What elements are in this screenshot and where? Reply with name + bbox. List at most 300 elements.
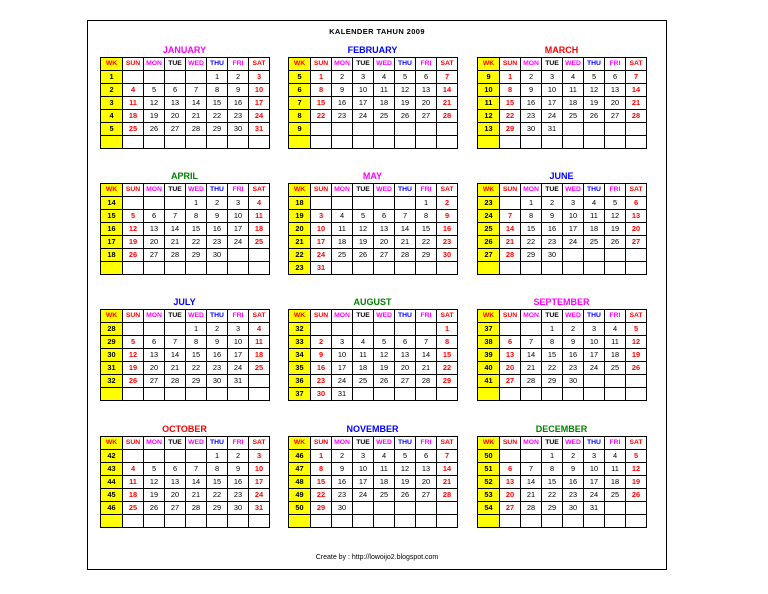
day-cell: 30 (207, 249, 228, 262)
day-cell: 20 (374, 236, 395, 249)
day-cell: 12 (626, 463, 647, 476)
week-row (289, 123, 458, 136)
month-april (100, 170, 269, 275)
day-cell: 30 (563, 502, 584, 515)
day-cell: 14 (165, 223, 186, 236)
day-cell: 17 (584, 349, 605, 362)
month-table (477, 309, 647, 401)
day-cell: 4 (249, 323, 270, 336)
day-cell (144, 388, 165, 401)
day-cell (228, 262, 249, 275)
day-cell: 22 (207, 489, 228, 502)
day-cell: 7 (437, 71, 458, 84)
day-cell: 24 (228, 362, 249, 375)
day-cell: 11 (123, 97, 144, 110)
week-row (478, 97, 647, 110)
month-table (100, 183, 270, 275)
day-cell: 15 (311, 476, 332, 489)
day-cell: 6 (500, 336, 521, 349)
header-tue: TUE (353, 437, 374, 450)
day-cell (353, 262, 374, 275)
day-cell (186, 450, 207, 463)
header-sat: SAT (437, 437, 458, 450)
header-wed: WED (374, 310, 395, 323)
day-cell: 17 (332, 362, 353, 375)
day-cell: 4 (332, 210, 353, 223)
week-row (101, 97, 270, 110)
day-cell (395, 502, 416, 515)
day-cell (123, 262, 144, 275)
month-january (100, 44, 269, 149)
day-cell: 13 (500, 349, 521, 362)
header-wk: WK (289, 437, 311, 450)
day-cell (186, 71, 207, 84)
day-cell: 13 (500, 476, 521, 489)
day-cell: 31 (542, 123, 563, 136)
week-number: 27 (478, 249, 500, 262)
week-number: 33 (289, 336, 311, 349)
day-cell: 26 (144, 502, 165, 515)
day-cell: 3 (332, 336, 353, 349)
day-cell: 30 (563, 375, 584, 388)
day-cell: 9 (332, 463, 353, 476)
day-cell: 22 (186, 236, 207, 249)
week-row (289, 197, 458, 210)
day-cell: 23 (437, 236, 458, 249)
day-cell: 29 (207, 123, 228, 136)
week-number: 35 (289, 362, 311, 375)
day-cell: 7 (165, 210, 186, 223)
week-row (289, 84, 458, 97)
day-cell: 14 (521, 476, 542, 489)
day-cell: 17 (584, 476, 605, 489)
day-cell (332, 323, 353, 336)
day-cell (563, 515, 584, 528)
day-cell: 1 (542, 323, 563, 336)
day-cell: 31 (228, 375, 249, 388)
week-number: 5 (101, 123, 123, 136)
day-cell: 9 (207, 336, 228, 349)
day-cell: 26 (584, 110, 605, 123)
day-cell (521, 388, 542, 401)
day-cell: 23 (521, 110, 542, 123)
day-cell: 14 (186, 97, 207, 110)
day-cell: 1 (437, 323, 458, 336)
day-cell: 8 (437, 336, 458, 349)
day-cell (144, 71, 165, 84)
day-cell (395, 197, 416, 210)
day-cell (332, 136, 353, 149)
day-cell: 10 (542, 84, 563, 97)
weekday-header-row (101, 437, 270, 450)
day-cell: 21 (437, 97, 458, 110)
day-cell: 23 (332, 489, 353, 502)
day-cell (584, 249, 605, 262)
day-cell: 17 (563, 223, 584, 236)
header-sun: SUN (311, 58, 332, 71)
week-row (478, 84, 647, 97)
day-cell: 2 (521, 71, 542, 84)
day-cell (626, 249, 647, 262)
weekday-header-row (101, 184, 270, 197)
day-cell: 20 (605, 97, 626, 110)
day-cell: 10 (584, 463, 605, 476)
day-cell (605, 262, 626, 275)
day-cell: 14 (165, 349, 186, 362)
header-thu: THU (395, 58, 416, 71)
day-cell (374, 136, 395, 149)
day-cell: 14 (626, 84, 647, 97)
day-cell: 16 (521, 97, 542, 110)
header-tue: TUE (542, 437, 563, 450)
week-row (289, 136, 458, 149)
day-cell: 25 (332, 249, 353, 262)
day-cell: 21 (521, 362, 542, 375)
day-cell (500, 197, 521, 210)
day-cell (395, 323, 416, 336)
day-cell: 8 (207, 463, 228, 476)
day-cell (332, 262, 353, 275)
day-cell (563, 262, 584, 275)
day-cell: 23 (332, 110, 353, 123)
month-july (100, 296, 269, 401)
header-wed: WED (563, 184, 584, 197)
day-cell: 13 (626, 210, 647, 223)
day-cell (605, 515, 626, 528)
day-cell (374, 515, 395, 528)
header-mon: MON (332, 437, 353, 450)
day-cell (563, 388, 584, 401)
day-cell (374, 323, 395, 336)
day-cell: 13 (144, 223, 165, 236)
day-cell: 5 (626, 450, 647, 463)
day-cell: 7 (395, 210, 416, 223)
day-cell: 25 (605, 362, 626, 375)
month-name: MARCH (544, 45, 579, 55)
day-cell (374, 123, 395, 136)
day-cell: 20 (144, 362, 165, 375)
week-row (478, 388, 647, 401)
day-cell: 24 (542, 110, 563, 123)
day-cell: 29 (311, 502, 332, 515)
header-tue: TUE (542, 310, 563, 323)
day-cell: 15 (311, 97, 332, 110)
day-cell: 30 (228, 502, 249, 515)
day-cell: 6 (144, 210, 165, 223)
day-cell: 28 (165, 249, 186, 262)
day-cell: 1 (311, 71, 332, 84)
day-cell (626, 375, 647, 388)
day-cell: 13 (165, 97, 186, 110)
week-number: 32 (101, 375, 123, 388)
day-cell (626, 515, 647, 528)
header-mon: MON (144, 310, 165, 323)
day-cell: 30 (207, 375, 228, 388)
day-cell: 11 (249, 210, 270, 223)
day-cell (228, 515, 249, 528)
week-number: 41 (478, 375, 500, 388)
day-cell: 2 (542, 197, 563, 210)
day-cell: 13 (395, 349, 416, 362)
month-september (477, 296, 646, 401)
day-cell: 19 (395, 476, 416, 489)
day-cell (521, 136, 542, 149)
day-cell: 11 (249, 336, 270, 349)
day-cell (144, 136, 165, 149)
day-cell (626, 502, 647, 515)
day-cell: 20 (165, 110, 186, 123)
week-number: 21 (289, 236, 311, 249)
week-row (289, 515, 458, 528)
day-cell: 12 (374, 349, 395, 362)
day-cell: 10 (584, 336, 605, 349)
week-number: 50 (478, 450, 500, 463)
day-cell (353, 136, 374, 149)
header-sat: SAT (249, 58, 270, 71)
day-cell: 13 (165, 476, 186, 489)
weekday-header-row (289, 184, 458, 197)
week-row (478, 463, 647, 476)
day-cell: 29 (542, 375, 563, 388)
header-sat: SAT (626, 437, 647, 450)
week-number: 46 (289, 450, 311, 463)
day-cell: 26 (395, 489, 416, 502)
week-row (289, 463, 458, 476)
day-cell: 14 (500, 223, 521, 236)
day-cell: 14 (416, 349, 437, 362)
week-row (289, 476, 458, 489)
week-number: 7 (289, 97, 311, 110)
day-cell: 27 (165, 502, 186, 515)
day-cell: 18 (123, 110, 144, 123)
day-cell (332, 197, 353, 210)
day-cell (144, 515, 165, 528)
day-cell: 19 (626, 476, 647, 489)
day-cell: 4 (123, 84, 144, 97)
day-cell: 3 (542, 71, 563, 84)
month-name: APRIL (171, 171, 198, 181)
day-cell: 3 (353, 71, 374, 84)
week-row (101, 489, 270, 502)
day-cell (249, 515, 270, 528)
day-cell: 10 (353, 463, 374, 476)
month-february (288, 44, 457, 149)
day-cell: 7 (165, 336, 186, 349)
header-wed: WED (186, 310, 207, 323)
week-row (289, 71, 458, 84)
day-cell: 23 (311, 375, 332, 388)
day-cell: 27 (374, 249, 395, 262)
month-table (288, 183, 458, 275)
day-cell: 19 (395, 97, 416, 110)
day-cell: 7 (416, 336, 437, 349)
day-cell (374, 197, 395, 210)
weekday-header-row (478, 184, 647, 197)
day-cell (144, 197, 165, 210)
week-number: 18 (101, 249, 123, 262)
week-number: 40 (478, 362, 500, 375)
day-cell: 16 (563, 476, 584, 489)
day-cell: 10 (228, 336, 249, 349)
week-row (478, 489, 647, 502)
day-cell: 23 (228, 110, 249, 123)
day-cell: 23 (228, 489, 249, 502)
day-cell (186, 136, 207, 149)
header-sun: SUN (500, 437, 521, 450)
week-number: 8 (289, 110, 311, 123)
day-cell: 28 (186, 123, 207, 136)
day-cell (563, 136, 584, 149)
day-cell: 1 (311, 450, 332, 463)
day-cell: 11 (353, 349, 374, 362)
month-august (288, 296, 457, 401)
day-cell (500, 388, 521, 401)
day-cell (123, 136, 144, 149)
week-number: 39 (478, 349, 500, 362)
header-tue: TUE (353, 310, 374, 323)
week-row (289, 210, 458, 223)
week-row (478, 476, 647, 489)
week-row (478, 136, 647, 149)
day-cell: 1 (207, 450, 228, 463)
week-row (289, 97, 458, 110)
day-cell: 5 (626, 323, 647, 336)
week-number: 18 (289, 197, 311, 210)
day-cell: 30 (542, 249, 563, 262)
day-cell (249, 262, 270, 275)
day-cell (353, 197, 374, 210)
day-cell: 2 (437, 197, 458, 210)
day-cell: 14 (395, 223, 416, 236)
week-number (478, 262, 500, 275)
week-row (101, 84, 270, 97)
month-may (288, 170, 457, 275)
day-cell: 19 (584, 97, 605, 110)
day-cell: 24 (563, 236, 584, 249)
week-number: 24 (478, 210, 500, 223)
day-cell: 18 (563, 97, 584, 110)
week-row (101, 223, 270, 236)
day-cell: 9 (228, 463, 249, 476)
day-cell (542, 262, 563, 275)
day-cell: 29 (416, 249, 437, 262)
day-cell: 5 (353, 210, 374, 223)
header-thu: THU (584, 58, 605, 71)
day-cell: 29 (542, 502, 563, 515)
week-row (478, 362, 647, 375)
day-cell: 11 (584, 210, 605, 223)
header-sat: SAT (249, 437, 270, 450)
header-thu: THU (207, 58, 228, 71)
week-number: 42 (101, 450, 123, 463)
day-cell: 8 (311, 84, 332, 97)
day-cell: 4 (605, 450, 626, 463)
week-row (101, 362, 270, 375)
day-cell: 3 (311, 210, 332, 223)
weekday-header-row (101, 58, 270, 71)
header-wed: WED (374, 58, 395, 71)
day-cell: 19 (123, 236, 144, 249)
day-cell: 5 (144, 84, 165, 97)
day-cell (123, 450, 144, 463)
day-cell: 8 (500, 84, 521, 97)
day-cell: 17 (353, 476, 374, 489)
header-thu: THU (395, 184, 416, 197)
day-cell: 31 (249, 123, 270, 136)
week-number: 38 (478, 336, 500, 349)
day-cell: 17 (311, 236, 332, 249)
week-row (478, 262, 647, 275)
weekday-header-row (101, 310, 270, 323)
header-mon: MON (521, 310, 542, 323)
header-wk: WK (478, 58, 500, 71)
day-cell (584, 388, 605, 401)
month-table (100, 57, 270, 149)
day-cell: 27 (144, 375, 165, 388)
day-cell: 25 (249, 236, 270, 249)
day-cell (437, 388, 458, 401)
week-number: 47 (289, 463, 311, 476)
day-cell: 18 (332, 236, 353, 249)
day-cell: 10 (332, 349, 353, 362)
day-cell: 27 (626, 236, 647, 249)
day-cell: 4 (353, 336, 374, 349)
day-cell (165, 197, 186, 210)
week-number: 4 (101, 110, 123, 123)
week-row (289, 362, 458, 375)
week-row (478, 375, 647, 388)
day-cell (584, 375, 605, 388)
day-cell: 30 (228, 123, 249, 136)
week-row (478, 249, 647, 262)
day-cell: 3 (228, 197, 249, 210)
header-fri: FRI (416, 58, 437, 71)
day-cell (207, 136, 228, 149)
header-sat: SAT (437, 184, 458, 197)
day-cell: 31 (249, 502, 270, 515)
day-cell: 3 (563, 197, 584, 210)
day-cell: 1 (542, 450, 563, 463)
day-cell (207, 262, 228, 275)
header-sat: SAT (626, 310, 647, 323)
header-fri: FRI (416, 310, 437, 323)
header-thu: THU (207, 437, 228, 450)
day-cell (563, 123, 584, 136)
day-cell: 31 (584, 502, 605, 515)
header-sat: SAT (249, 310, 270, 323)
day-cell: 21 (165, 236, 186, 249)
day-cell: 22 (416, 236, 437, 249)
day-cell (311, 323, 332, 336)
day-cell: 16 (542, 223, 563, 236)
day-cell: 5 (584, 71, 605, 84)
week-number: 16 (101, 223, 123, 236)
week-row (101, 502, 270, 515)
weekday-header-row (289, 310, 458, 323)
day-cell: 9 (207, 210, 228, 223)
week-row (101, 197, 270, 210)
day-cell: 16 (207, 349, 228, 362)
day-cell: 11 (605, 336, 626, 349)
week-number: 50 (289, 502, 311, 515)
day-cell: 20 (395, 362, 416, 375)
day-cell: 2 (563, 323, 584, 336)
month-name: MAY (362, 171, 383, 181)
header-wed: WED (563, 310, 584, 323)
day-cell: 20 (144, 236, 165, 249)
day-cell: 6 (165, 84, 186, 97)
day-cell: 25 (605, 489, 626, 502)
